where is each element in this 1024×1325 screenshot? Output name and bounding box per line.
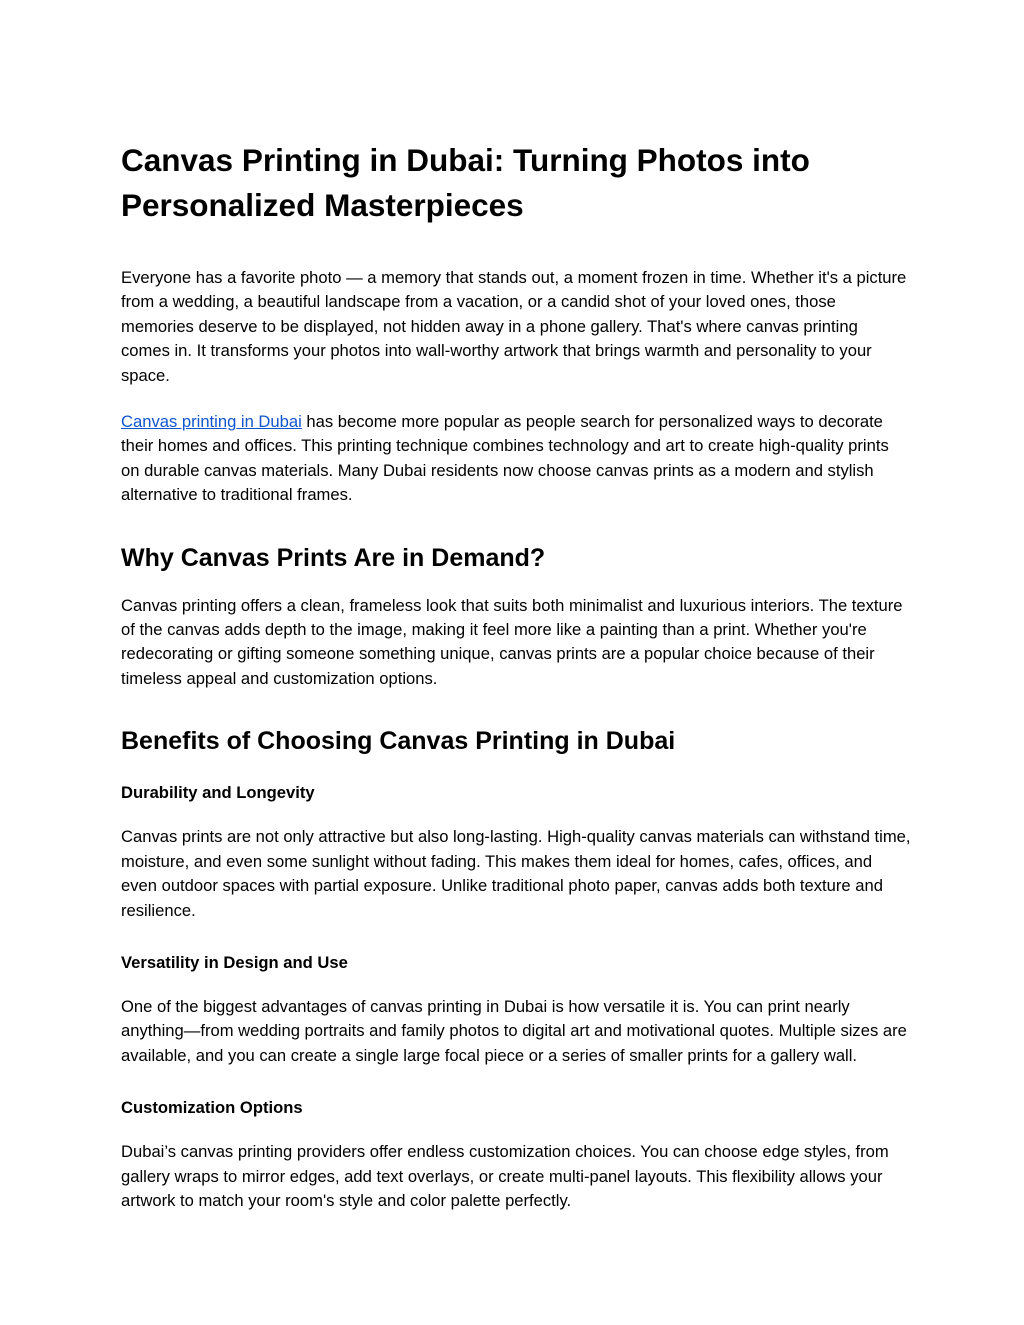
customization-heading: Customization Options: [121, 1098, 303, 1118]
durability-paragraph: Canvas prints are not only attractive but also long-lasting. High-quality canvas materials can withstand time, moisture, and even some sunlight without fading. This makes them ideal for homes, cafes, offices, and even outdoor spaces with partial exposure. Unlike traditional photo paper, canvas adds both texture and resilience.: [121, 827, 911, 920]
canvas-printing-link[interactable]: Canvas printing in Dubai: [121, 412, 302, 432]
page-title: Canvas Printing in Dubai: Turning Photos into Personalized Masterpieces: [121, 142, 810, 223]
second-paragraph-text: has become more popular as people search for personalized ways to decorate their homes and offices. This printing technique combines technology and art to create high-quality prints on durable canvas materials. Many Dubai residents now choose canvas prints as a modern and stylish alternative to traditional frames.: [121, 412, 889, 505]
document-page: [121, 138, 911, 1213]
versatility-heading: Versatility in Design and Use: [121, 952, 348, 972]
demand-paragraph: Canvas printing offers a clean, frameless look that suits both minimalist and luxurious interiors. The texture of the canvas adds depth to the image, making it feel more like a painting than a print. Whether you're redecorating or gifting someone something unique, canvas prints are a popular choice because of their timeless appeal and customization options.: [121, 595, 903, 688]
demand-heading: Why Canvas Prints Are in Demand?: [121, 543, 546, 572]
versatility-paragraph: One of the biggest advantages of canvas printing in Dubai is how versatile it is. You can print nearly anything—from wedding portraits and family photos to digital art and motivational quotes. Multiple sizes are available, and you can create a single large focal piece or a series of smaller prints for a gallery wall.: [121, 996, 907, 1065]
durability-heading: Durability and Longevity: [121, 783, 315, 803]
customization-paragraph: Dubai’s canvas printing providers offer endless customization choices. You can choose edge styles, from gallery wraps to mirror edges, add text overlays, or create multi-panel layouts. This flexibility allows your artwork to match your room's style and color palette perfectly.: [121, 1142, 889, 1210]
second-paragraph: [121, 410, 911, 508]
intro-paragraph: Everyone has a favorite photo — a memory that stands out, a moment frozen in time. Whether it's a picture from a wedding, a beautiful landscape from a vacation, or a candid shot of your loved ones, those memories deserve to be displayed, not hidden away in a phone gallery. That's where canvas printing comes in. It transforms your photos into wall-worthy artwork that brings warmth and personality to your space.: [121, 268, 907, 385]
benefits-heading: Benefits of Choosing Canvas Printing in Dubai: [121, 727, 676, 756]
